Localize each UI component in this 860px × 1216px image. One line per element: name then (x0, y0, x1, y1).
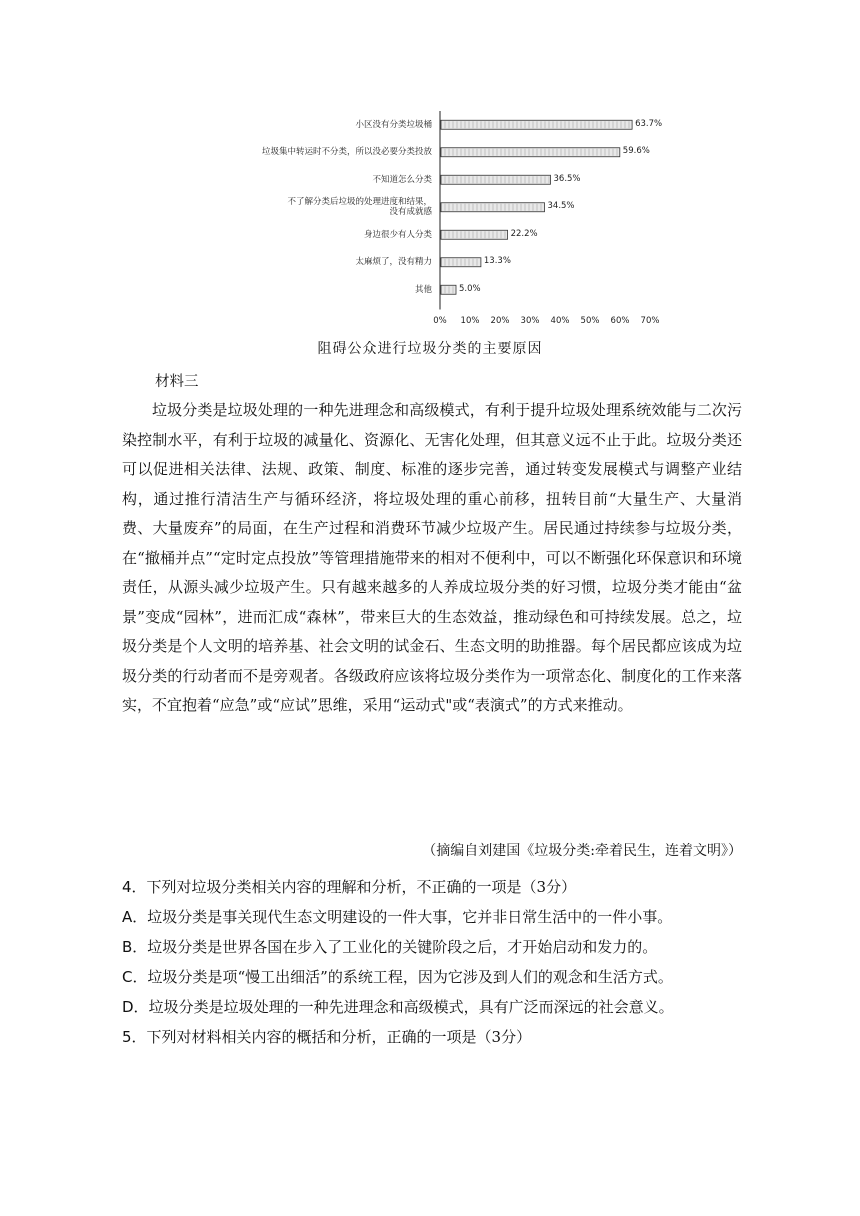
bar-value-label: 63.7% (635, 118, 663, 129)
category-label-line: 其他 (414, 284, 432, 295)
option-letter: C． (122, 968, 148, 986)
bar-chart (225, 105, 675, 325)
category-label (192, 175, 432, 185)
bar-value-label: 59.6% (622, 146, 650, 157)
question-list (122, 872, 752, 1052)
bar (441, 230, 508, 239)
category-label-line: 小区没有分类垃圾桶 (355, 119, 432, 130)
option-text: 垃圾分类是项“慢工出细活”的系统工程，因为它涉及到人们的观念和生活方式。 (147, 968, 673, 986)
option-text: 垃圾分类是事关现代生态文明建设的一件大事，它并非日常生活中的一件小事。 (147, 908, 673, 926)
bar-value-label: 36.5% (553, 173, 581, 184)
question-5 (122, 1022, 752, 1052)
option-letter: B． (122, 938, 148, 956)
option-a (122, 902, 752, 932)
x-tick-label: 10% (460, 315, 480, 326)
option-text: 垃圾分类是世界各国在步入了工业化的关键阶段之后，才开始启动和发力的。 (147, 938, 658, 956)
section-title: 材料三 (155, 374, 199, 390)
x-tick-label: 30% (520, 315, 540, 326)
option-b (122, 932, 752, 962)
article (122, 396, 742, 721)
question-number: 5． (122, 1028, 147, 1046)
x-tick-label: 60% (610, 315, 630, 326)
bar-value-label: 13.3% (483, 256, 511, 267)
x-tick-label: 40% (550, 315, 570, 326)
option-letter: D． (122, 998, 149, 1016)
category-label (192, 197, 432, 217)
bar (441, 120, 632, 129)
category-label (192, 257, 432, 267)
x-tick-label: 0% (433, 315, 447, 326)
article-paragraph: 垃圾分类是垃圾处理的一种先进理念和高级模式，有利于提升垃圾处理系统效能与二次污染控制水平，有利于垃圾的减量化、资源化、无害化处理，但其意义远不止于此。垃圾分类还可以促进相关法律、法规、政策、制度、标准的逐步完善，通过转变发展模式与调整产业结构，通过推行清洁生产与循环经济，将垃圾处理的重心前移，扭转目前“大量生产、大量消费、大量废弃”的局面，在生产过程和消费环节减少垃圾产生。居民通过持续参与垃圾分类，在“撤桶并点”“定时定点投放”等管理措施带来的相对不便利中，可以不断强化环保意识和环境责任，从源头减少垃圾产生。只有越来越多的人养成垃圾分类的好习惯，垃圾分类才能由“盆景”变成“园林”，进而汇成“森林”，带来巨大的生态效益，推动绿色和可持续发展。总之，垃圾分类是个人文明的培养基、社会文明的试金石、生态文明的助推器。每个居民都应该成为垃圾分类的行动者而不是旁观者。各级政府应该将垃圾分类作为一项常态化、制度化的工作来落实，不宜抱着“应急”或“应试”思维，采用“运动式"或“表演式”的方式来推动。 (122, 401, 742, 714)
question-stem: 下列对材料相关内容的概括和分析，正确的一项是（3分） (146, 1028, 532, 1046)
category-label-line: 不了解分类后垃圾的处理进度和结果， (287, 197, 432, 208)
category-label-line: 没有成就感 (389, 207, 432, 218)
question-4 (122, 872, 752, 902)
category-label-line: 身边很少有人分类 (363, 229, 432, 240)
bar (441, 285, 456, 294)
article-source: （摘编自刘建国《垃圾分类:牵着民生，连着文明》） (422, 843, 742, 859)
category-label (192, 285, 432, 295)
bar (441, 175, 551, 184)
chart-caption: 阻碍公众进行垃圾分类的主要原因 (317, 341, 543, 357)
option-d (122, 992, 752, 1022)
option-letter: A． (122, 908, 148, 926)
x-tick-label: 50% (580, 315, 600, 326)
category-label-line: 太麻烦了，没有精力 (355, 257, 432, 268)
bar-value-label: 22.2% (510, 228, 538, 239)
x-tick-label: 70% (640, 315, 660, 326)
category-label-line: 不知道怎么分类 (372, 174, 432, 185)
category-label (192, 230, 432, 240)
category-label (192, 120, 432, 130)
question-number: 4． (122, 878, 147, 896)
x-tick-label: 20% (490, 315, 510, 326)
category-label-line: 垃圾集中转运时不分类，所以没必要分类投放 (261, 147, 432, 158)
category-label (192, 147, 432, 157)
bar-value-label: 5.0% (459, 283, 481, 294)
bar-value-label: 34.5% (547, 201, 575, 212)
question-stem: 下列对垃圾分类相关内容的理解和分析，不正确的一项是（3分） (146, 878, 577, 896)
option-c (122, 962, 752, 992)
option-text: 垃圾分类是垃圾处理的一种先进理念和高级模式，具有广泛而深远的社会意义。 (148, 998, 674, 1016)
